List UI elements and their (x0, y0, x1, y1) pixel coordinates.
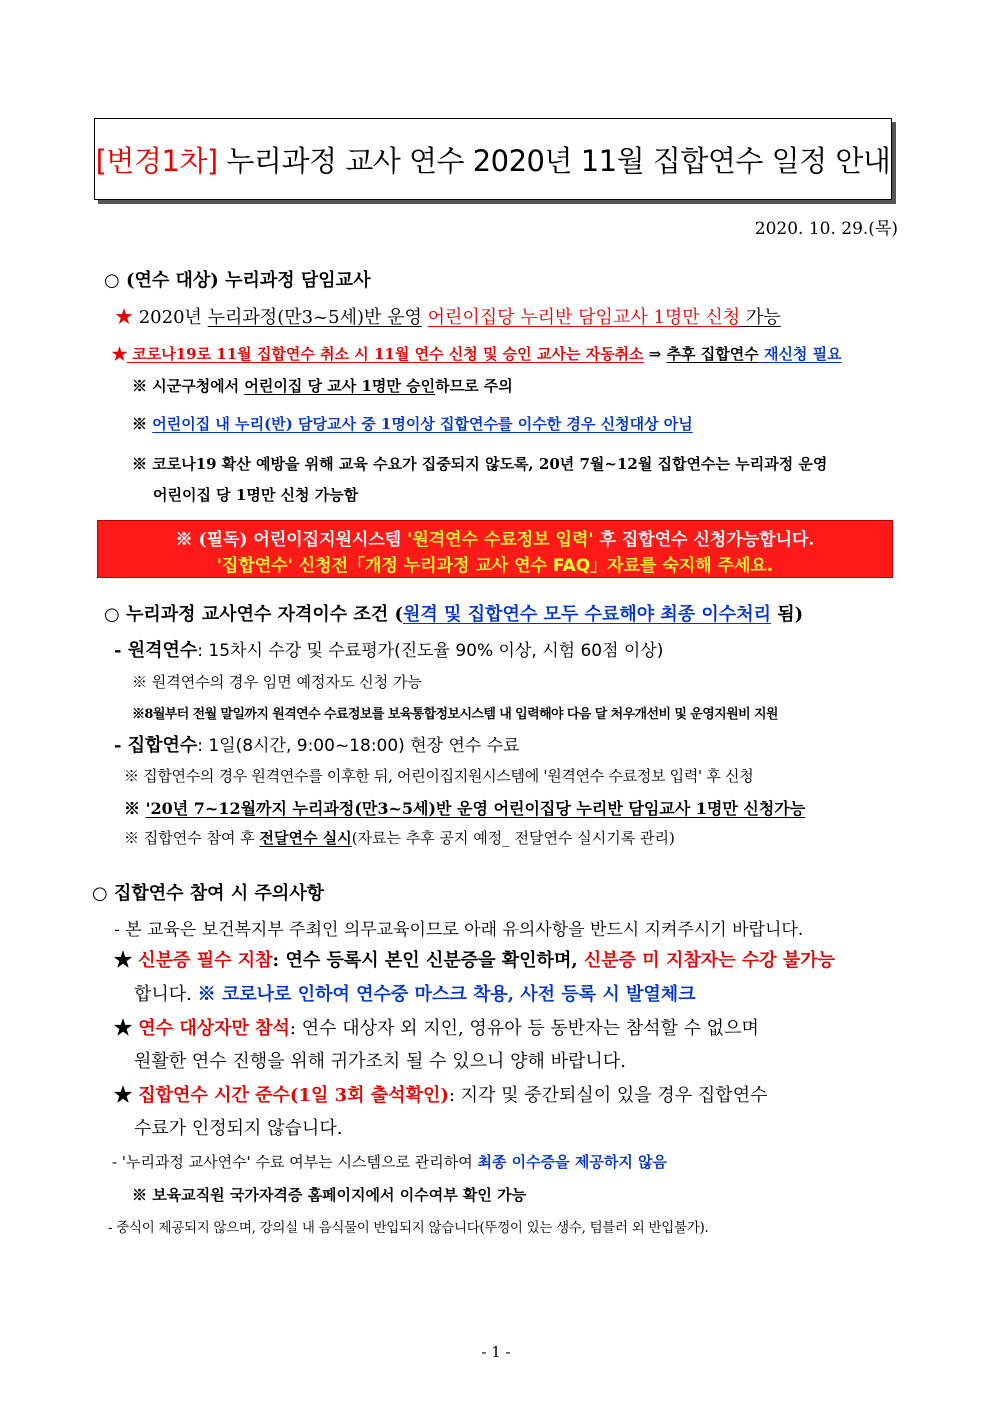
section3-item3-line1 (114, 1081, 767, 1107)
s2-a: 연수 대상자만 참석 (138, 1018, 290, 1039)
section1-note2 (132, 413, 693, 434)
s2h-a: ○ 누리과정 교사연수 자격이수 조건 ( (104, 604, 403, 625)
document-date: 2020. 10. 29.(목) (754, 219, 898, 239)
s1-l2a: 합니다. (134, 984, 198, 1005)
notice-l1b: '원격연수 수료정보 입력' (407, 530, 594, 550)
star-icon: ★ (115, 307, 133, 328)
title-main: 누리과정 교사 연수 2020년 11월 집합연수 일정 안내 (217, 143, 891, 178)
group-note2-b: '20년 7~12월까지 누리과정(만3~5세)반 운영 어린이집당 누리반 담임교사 1명만 신청가능 (145, 799, 806, 818)
note2-a: ※ (132, 415, 153, 433)
s1l2-b: 추후 집합연수 (666, 345, 759, 363)
group-note3-b: 전달연수 실시 (259, 829, 352, 847)
group-text: : 1일(8시간, 9:00~18:00) 현장 연수 수료 (197, 736, 520, 756)
section3-dash1-note: ※ 보육교직원 국가자격증 홈페이지에서 이수여부 확인 가능 (132, 1186, 527, 1204)
section3-item1-line2 (134, 980, 696, 1006)
group-note2 (124, 796, 805, 819)
section1-line1 (115, 303, 781, 329)
star-icon: ★ (112, 345, 128, 363)
section1-note3-line1: ※ 코로나19 확산 예방을 위해 교육 수요가 집중되지 않도록, 20년 7월~12월 집합연수는 누리과정 운영 (132, 455, 828, 473)
title-prefix: [변경1차] (95, 143, 218, 178)
section3-intro: - 본 교육은 보건복지부 주최인 의무교육이므로 아래 유의사항을 반드시 지켜주시기 바랍니다. (114, 920, 804, 940)
s1-l2b: ※ 코로나로 인하여 연수중 마스크 착용, 사전 등록 시 발열체크 (197, 984, 696, 1005)
section2-heading (104, 600, 803, 626)
section3-item2-line2: 원활한 연수 진행을 위해 귀가조치 될 수 있으니 양해 바랍니다. (134, 1051, 626, 1072)
remote-line (114, 636, 663, 662)
d1-b: 최종 이수증을 제공하지 않음 (477, 1153, 668, 1171)
remote-note2: ※8월부터 전월 말일까지 원격연수 수료정보를 보육통합정보시스템 내 입력해야 다음 달 처우개선비 및 운영지원비 지원 (132, 707, 778, 722)
group-note3-c: (자료는 추후 공지 예정_ 전달연수 실시기록 관리) (351, 829, 675, 847)
section3-heading: ○ 집합연수 참여 시 주의사항 (92, 883, 325, 904)
s3-a: 집합연수 시간 준수(1일 3회 출석확인) (138, 1085, 449, 1106)
s1-a: 신분증 필수 지참 (138, 950, 273, 971)
group-note1: ※ 집합연수의 경우 원격연수를 이후한 뒤, 어린이집지원시스템에 '원격연수 수료정보 입력' 후 신청 (124, 767, 754, 785)
star-icon: ★ (114, 950, 139, 971)
note1-b: 어린이집 당 교사 1명만 승인 (244, 377, 436, 395)
section3-item2-line1 (114, 1014, 759, 1040)
s2-b: : 연수 대상자 외 지인, 영유아 등 동반자는 참석할 수 없으며 (289, 1018, 759, 1039)
group-note3-a: ※ 집합연수 참여 후 (124, 829, 260, 847)
note2-b: 어린이집 내 누리(반) 담당교사 중 1명이상 집합연수를 이수한 경우 신청대상 아님 (152, 415, 693, 433)
group-note3 (124, 827, 675, 848)
notice-box (97, 520, 893, 578)
section1-heading: ○ (연수 대상) 누리과정 담임교사 (104, 270, 371, 291)
s1l1-e: 가능 (740, 307, 781, 328)
page-title (96, 139, 891, 180)
s1l1-b: 누리과정(만3~5세)반 운영 (207, 307, 422, 328)
remote-label: - 원격연수 (114, 640, 198, 661)
d1-a: - '누리과정 교사연수' 수료 여부는 시스템으로 관리하여 (112, 1153, 478, 1171)
section1-note1 (132, 375, 513, 396)
section3-item3-line2: 수료가 인정되지 않습니다. (134, 1118, 343, 1139)
notice-line2: '집합연수' 신청전「개정 누리과정 교사 연수 FAQ」자료를 숙지해 주세요. (216, 556, 774, 576)
s1l2-a: 코로나19로 11월 집합연수 취소 시 11월 연수 신청 및 승인 교사는 자동취소 (127, 345, 644, 363)
section3-item1-line1 (114, 946, 835, 972)
remote-text: : 15차시 수강 및 수료평가(진도율 90% 이상, 시험 60점 이상) (197, 641, 664, 661)
note1-a: ※ 시군구청에서 (132, 377, 245, 395)
notice-line1 (98, 525, 892, 550)
section1-line2 (112, 343, 842, 364)
s1l1-a: 2020년 (133, 307, 208, 328)
s2h-b: 원격 및 집합연수 모두 수료해야 최종 이수처리 (403, 604, 771, 625)
group-label: - 집합연수 (114, 735, 198, 756)
s1-c: 신분증 미 지참자는 수강 불가능 (583, 950, 835, 971)
group-note2-a: ※ (124, 799, 146, 818)
remote-note1: ※ 원격연수의 경우 임면 예정자도 신청 가능 (132, 673, 422, 691)
group-line (114, 731, 520, 757)
page-number: - 1 - (481, 1343, 511, 1361)
note1-c: 하므로 주의 (435, 377, 513, 395)
notice-l1a: ※ (필독) 어린이집지원시스템 (175, 530, 408, 550)
arrow-icon: ⇒ (643, 345, 667, 363)
s3-b: : 지각 및 중간퇴실이 있을 경우 집합연수 (448, 1085, 768, 1106)
star-icon: ★ (114, 1018, 139, 1039)
star-icon: ★ (114, 1085, 139, 1106)
section3-dash2: - 중식이 제공되지 않으며, 강의실 내 음식물이 반입되지 않습니다(뚜껑이 있는 생수, 텀블러 외 반입불가). (108, 1220, 709, 1236)
notice-l1c: 후 집합연수 신청가능합니다. (593, 530, 815, 550)
s1l2-c: 재신청 필요 (758, 345, 842, 363)
s2h-c: 됨) (770, 604, 804, 625)
section3-dash1 (112, 1151, 667, 1172)
s1l1-d: 어린이집당 누리반 담임교사 1명만 신청 (427, 307, 741, 328)
section1-note3-line2: 어린이집 당 1명만 신청 가능함 (153, 486, 359, 504)
title-box (94, 118, 892, 200)
s1-b: : 연수 등록시 본인 신분증을 확인하며, (272, 950, 584, 971)
